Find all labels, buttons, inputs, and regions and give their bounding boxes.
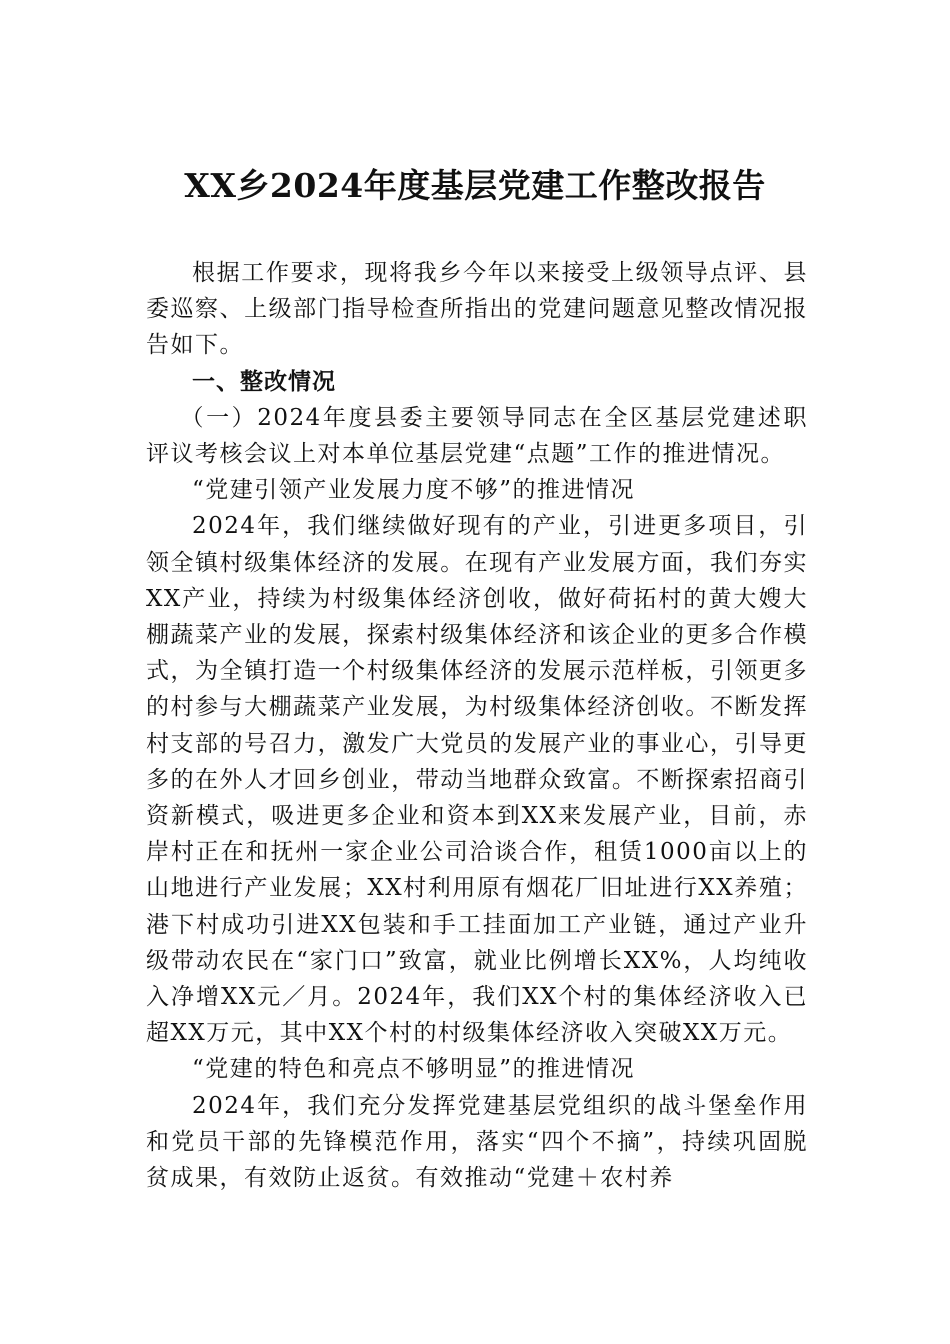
topic-heading-highlights: “党建的特色和亮点不够明显”的推进情况 [192,1056,636,1083]
section-heading-rectification: 一、整改情况 [192,368,336,395]
industry-paragraph: 2024年，我们继续做好现有的产业，引进更多项目，引领全镇村级集体经济的发展。在现有产业发展方面，我们夯实XX产业，持续为村级集体经济创收，做好荷拓村的黄大嫂大棚蔬菜产业的发展，探索村级集体经济和该企业的更多合作模式，为全镇打造一个村级集体经济的发展示范样板，引领更多的村参与大棚蔬菜产业发展，为村级集体经济创收。不断发挥村支部的号召力，激发广大党员的发展产业的事业心，引导更多的在外人才回乡创业，带动当地群众致富。不断探索招商引资新模式，吸进更多企业和资本到XX来发展产业，目前，赤岸村正在和抚州一家企业公司洽谈合作，租赁1000亩以上的山地进行产业发展；XX村利用原有烟花厂旧址进行XX养殖；港下村成功引进XX包装和手工挂面加工产业链，通过产业升级带动农民在“家门口”致富，就业比例增长XX%，人均纯收入净增XX元／月。2024年，我们XX个村的集体经济收入已超XX万元，其中XX个村的村级集体经济收入突破XX万元。 [146,513,808,1047]
document-body [146,255,808,1196]
highlights-paragraph: 2024年，我们充分发挥党建基层党组织的战斗堡垒作用和党员干部的先锋模范作用，落实“四个不摘”，持续巩固脱贫成果，有效防止返贫。有效推动“党建＋农村养 [146,1092,808,1192]
document-title: XX乡2024年度基层党建工作整改报告 [184,166,766,205]
subsection-heading-1: （一）2024年度县委主要领导同志在全区基层党建述职评议考核会议上对本单位基层党建“点题”工作的推进情况。 [146,404,808,468]
intro-paragraph: 根据工作要求，现将我乡今年以来接受上级领导点评、县委巡察、上级部门指导检查所指出的党建问题意见整改情况报告如下。 [146,260,808,359]
topic-heading-industry: “党建引领产业发展力度不够”的推进情况 [192,477,636,504]
